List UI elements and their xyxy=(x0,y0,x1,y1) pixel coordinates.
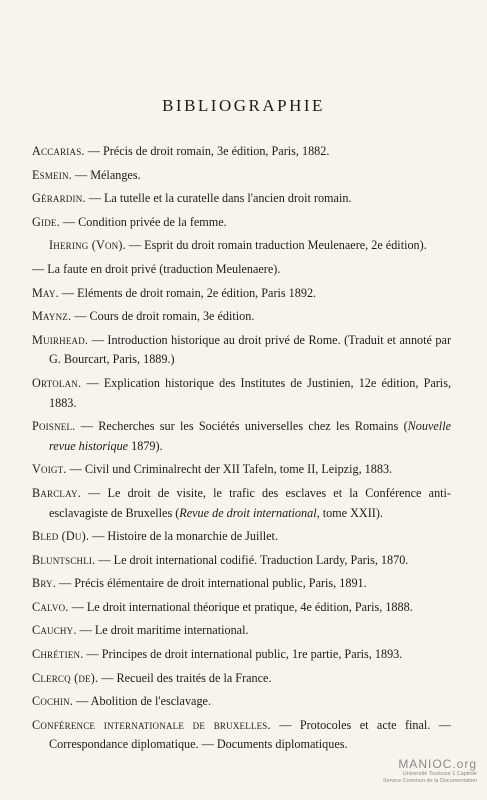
entry-text: — Recueil des traités de la France. xyxy=(98,670,272,685)
entry-cochin xyxy=(0,692,487,712)
manioc-watermark xyxy=(365,757,477,784)
entry-author: Ortolan. xyxy=(32,375,82,390)
entry-text: — Le droit international théorique et pratique, 4e édition, Paris, 1888. xyxy=(68,599,413,614)
entry-conference xyxy=(0,716,487,755)
entry-text: — Le droit de visite, le trafic des esclaves et la Conférence anti-esclavagiste de Bruxelles ( xyxy=(49,485,451,520)
entry-author: Poisnel. xyxy=(32,419,76,434)
entry-text: — Principes de droit international public, 1re partie, Paris, 1893. xyxy=(83,647,403,662)
entry-cauchy xyxy=(0,621,487,641)
entry-author: Maynz. xyxy=(32,309,72,324)
entry-text: — Esprit du droit romain traduction Meulenaere, 2e édition). xyxy=(125,238,427,253)
entry-journal: Nouvelle revue historique xyxy=(49,419,451,453)
entry-text: — Le droit international codifié. Traduction Lardy, Paris, 1870. xyxy=(95,552,409,567)
page-title: BIBLIOGRAPHIE xyxy=(162,96,325,115)
entry-text: — Civil und Criminalrecht der XII Tafeln, tome II, Leipzig, 1883. xyxy=(66,462,393,477)
entry-text: — Précis de droit romain, 3e édition, Paris, 1882. xyxy=(84,144,330,158)
entry-text-end: 1879). xyxy=(128,438,163,453)
entry-barclay xyxy=(0,484,487,523)
watermark-line-1: Université Toulouse 1 Capitole xyxy=(402,771,477,777)
entry-voigt xyxy=(0,460,487,480)
entry-text: — Recherches sur les Sociétés universelles chez les Romains ( xyxy=(75,419,408,434)
entry-text: — Mélanges. xyxy=(71,167,141,182)
entry-maynz xyxy=(0,307,487,327)
entry-author: Cochin. xyxy=(32,694,74,709)
entry-journal: Revue de droit international, xyxy=(179,505,320,520)
entry-clercq xyxy=(0,669,487,689)
bibliography-list xyxy=(0,142,487,759)
entry-poisnel xyxy=(0,417,487,456)
entry-ortolan xyxy=(0,374,487,413)
entry-author: Cauchy. xyxy=(32,623,77,638)
entry-esmein xyxy=(0,166,487,186)
entry-text-end: tome XXII). xyxy=(319,505,383,520)
entry-text: — La faute en droit privé (traduction Meulenaere). xyxy=(32,261,281,276)
entry-author: Bry. xyxy=(32,576,56,591)
entry-author: Bled (Du). xyxy=(32,529,90,544)
entry-bluntschli xyxy=(0,551,487,571)
entry-ihering-2 xyxy=(0,260,487,280)
entry-text: — Protocoles et acte final. — Correspondance diplomatique. — Documents diplomatiques. xyxy=(49,717,451,752)
entry-text: — La tutelle et la curatelle dans l'ancien droit romain. xyxy=(85,191,352,206)
entry-author: May. xyxy=(32,285,59,300)
entry-text: — Abolition de l'esclavage. xyxy=(73,694,211,709)
entry-author: Conférence internationale de bruxelles. xyxy=(32,717,271,732)
entry-ihering xyxy=(0,236,487,256)
entry-author: Chrétien. xyxy=(32,647,84,662)
entry-text: — Cours de droit romain, 3e édition. xyxy=(71,309,255,324)
entry-muirhead xyxy=(0,331,487,370)
entry-chretien xyxy=(0,645,487,665)
entry-may xyxy=(0,284,487,304)
entry-text: — Le droit maritime international. xyxy=(76,623,249,638)
entry-author: Voigt. xyxy=(32,462,67,477)
entry-text: — Précis élémentaire de droit international public, Paris, 1891. xyxy=(55,576,367,591)
entry-author: Barclay. xyxy=(32,485,81,500)
entry-author: Esmein. xyxy=(32,167,72,182)
entry-text: — Histoire de la monarchie de Juillet. xyxy=(89,529,278,544)
entry-author: Gide. xyxy=(32,214,60,229)
entry-accarias xyxy=(0,142,487,162)
entry-author: Calvo. xyxy=(32,599,69,614)
entry-bled xyxy=(0,527,487,547)
entry-calvo xyxy=(0,598,487,618)
entry-author: Muirhead. xyxy=(32,332,89,347)
watermark-line-2: Service Commun de la Documentation xyxy=(382,777,477,784)
entry-author: Clercq (de). xyxy=(32,670,99,685)
entry-text: — Condition privée de la femme. xyxy=(59,214,227,229)
entry-author: Bluntschli. xyxy=(32,552,96,567)
entry-author: Ihering (Von). xyxy=(49,238,126,253)
watermark-logo: MANIOC.org xyxy=(398,757,477,771)
entry-text: — Introduction historique au droit privé de Rome. (Traduit et annoté par G. Bourcart, Paris, 1889.) xyxy=(49,332,451,367)
entry-gerardin xyxy=(0,189,487,209)
entry-author: Gérardin. xyxy=(32,191,86,206)
entry-bry xyxy=(0,574,487,594)
entry-author: Accarias. xyxy=(32,144,85,158)
entry-text: — Eléments de droit romain, 2e édition, Paris 1892. xyxy=(58,285,317,300)
entry-text: — Explication historique des Institutes de Justinien, 12e édition, Paris, 1883. xyxy=(49,375,451,410)
entry-gide xyxy=(0,213,487,233)
